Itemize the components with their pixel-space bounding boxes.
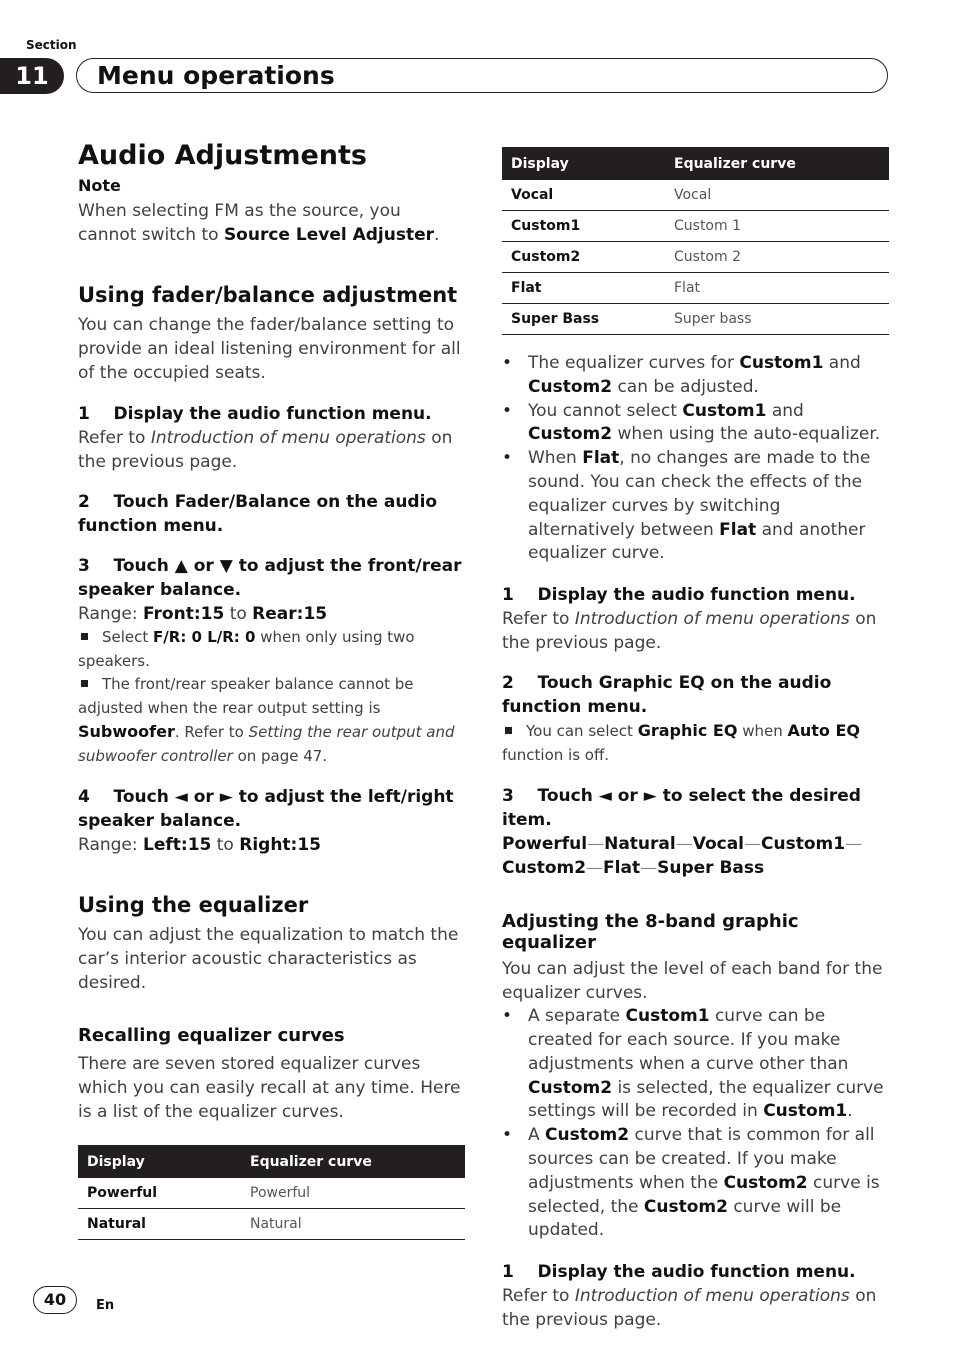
table-row: Powerful Powerful — [78, 1178, 465, 1209]
eq-step-2-note: You can select Graphic EQ when Auto EQ function is off. — [502, 721, 860, 764]
eq-step-1: 1 Display the audio function menu. — [502, 585, 856, 606]
fader-step-1-refer: Refer to Introduction of menu operations on the previous page. — [78, 428, 453, 472]
language-label: En — [96, 1298, 115, 1313]
table-header-curve: Equalizer curve — [241, 1145, 465, 1178]
list-item: • A separate Custom1 curve can be created for each source. If you make adjustments when a curve other than Custom2 is selected, the equalizer curve settings will be recorded in Custom1. — [502, 1005, 890, 1124]
page-number: 40 — [43, 1290, 67, 1309]
fader-step-2: 2 Touch Fader/Balance on the audio function menu. — [78, 492, 438, 536]
graphic-eq-heading: Adjusting the 8-band graphic equalizer — [502, 911, 799, 954]
table-row: Flat Flat — [502, 273, 889, 304]
page-title: Audio Adjustments — [78, 140, 367, 171]
fader-intro: You can change the fader/balance setting to provide an ideal listening environment for all of the occupied seats. — [78, 315, 461, 383]
eq-step-1-refer: Refer to Introduction of menu operations on the previous page. — [502, 609, 877, 654]
table-row: Custom1 Custom 1 — [502, 211, 889, 242]
section-number: 11 — [15, 62, 49, 90]
fader-step-4-range: Range: Left:15 to Right:15 — [78, 835, 322, 855]
table-header-curve: Equalizer curve — [665, 147, 889, 180]
recall-text: There are seven stored equalizer curves which you can easily recall at any time. Here is a list of the equalizer curves. — [78, 1054, 461, 1122]
fader-step-1: 1 Display the audio function menu. — [78, 404, 432, 424]
fader-step-3-range: Range: Front:15 to Rear:15 — [78, 604, 328, 624]
table-row: Natural Natural — [78, 1209, 465, 1240]
fader-step-3: 3 Touch ▲ or ▼ to adjust the front/rear speaker balance. — [78, 556, 462, 600]
page-number-badge — [33, 1286, 77, 1314]
equalizer-heading: Using the equalizer — [78, 893, 309, 917]
note-label: Note — [78, 176, 121, 195]
section-label: Section — [26, 38, 77, 52]
list-item: • You cannot select Custom1 and Custom2 when using the auto-equalizer. — [502, 400, 890, 448]
graphic-eq-intro: You can adjust the level of each band for the equalizer curves. — [502, 959, 883, 1004]
equalizer-table-right — [502, 147, 889, 335]
fader-note-2: The front/rear speaker balance cannot be adjusted when the rear output setting is Subwoofer. Refer to Setting the rear output and subwoofer controller on page 47. — [78, 675, 455, 765]
equalizer-intro: You can adjust the equalization to match the car’s interior acoustic characteristics as desired. — [78, 925, 459, 993]
equalizer-table-left — [78, 1145, 465, 1240]
fader-heading: Using fader/balance adjustment — [78, 283, 458, 307]
fader-step-4: 4 Touch ◄ or ► to adjust the left/right speaker balance. — [78, 787, 454, 831]
eq-bullets — [502, 352, 890, 566]
chapter-title-bar — [76, 58, 888, 93]
section-number-badge — [0, 58, 64, 94]
recall-heading: Recalling equalizer curves — [78, 1025, 345, 1046]
fader-note-1: Select F/R: 0 L/R: 0 when only using two speakers. — [78, 628, 415, 670]
table-row: Vocal Vocal — [502, 180, 889, 211]
chapter-title: Menu operations — [97, 61, 335, 90]
table-header-display: Display — [502, 147, 665, 180]
note-text: When selecting FM as the source, you cannot switch to Source Level Adjuster. — [78, 201, 440, 245]
list-item: • A Custom2 curve that is common for all sources can be created. If you make adjustments when the Custom2 curve is selected, the Custom2 curve will be updated. — [502, 1124, 890, 1243]
eq-step-3: 3 Touch ◄ or ► to select the desired item. — [502, 786, 861, 831]
graphic-eq-bullets — [502, 1005, 890, 1243]
table-row: Custom2 Custom 2 — [502, 242, 889, 273]
eq-step-2: 2 Touch Graphic EQ on the audio function menu. — [502, 673, 832, 718]
eq-curve-sequence: Powerful—Natural—Vocal—Custom1—Custom2—Flat—Super Bass — [502, 834, 863, 879]
graphic-eq-step-1: 1 Display the audio function menu. — [502, 1262, 856, 1283]
list-item: • When Flat, no changes are made to the sound. You can check the effects of the equalizer curves by switching alternatively between Flat and another equalizer curve. — [502, 447, 890, 566]
graphic-eq-step-1-refer: Refer to Introduction of menu operations on the previous page. — [502, 1286, 877, 1331]
list-item: • The equalizer curves for Custom1 and Custom2 can be adjusted. — [502, 352, 890, 400]
table-row: Super Bass Super bass — [502, 304, 889, 335]
table-header-display: Display — [78, 1145, 241, 1178]
